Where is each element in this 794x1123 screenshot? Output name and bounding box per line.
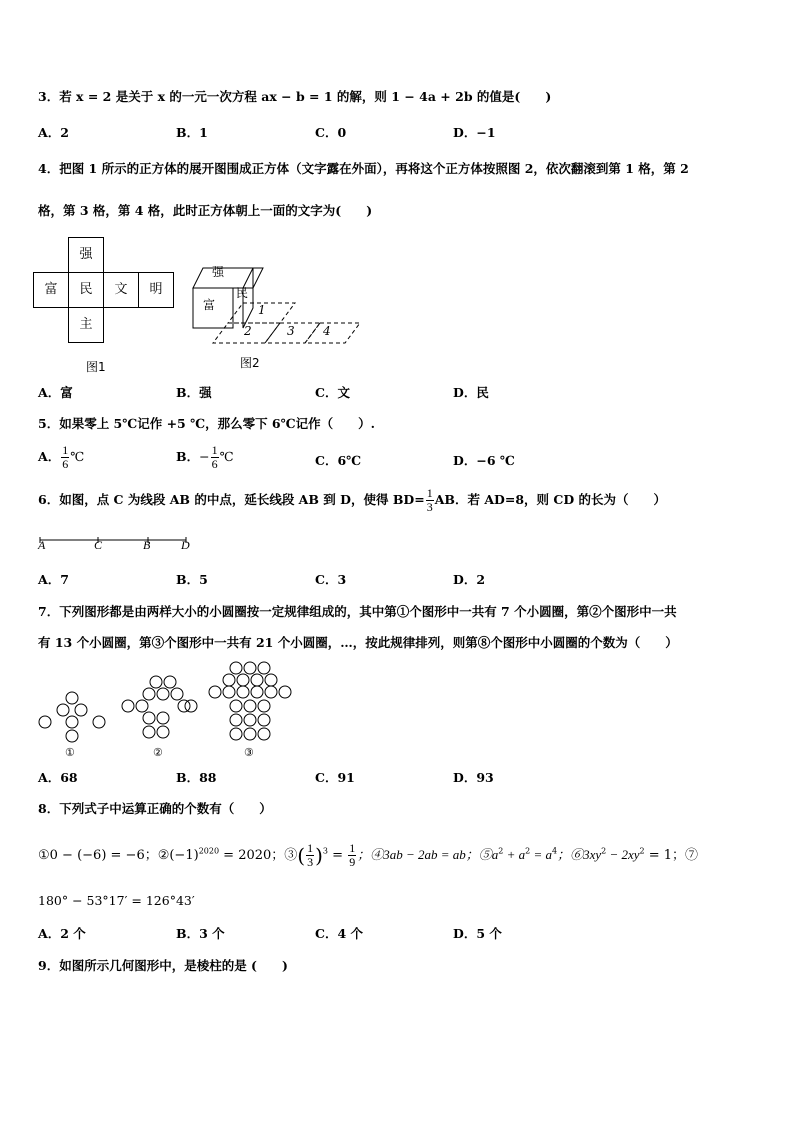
q5-a-denominator: 6	[62, 457, 69, 471]
net-cell-center: 民	[68, 272, 104, 308]
q8-expr-4: ；④3ab − 2ab = ab；⑤a	[357, 847, 499, 862]
fig3-circle	[237, 686, 249, 698]
fig3-circle	[251, 686, 263, 698]
figure1-caption: 图1	[86, 360, 106, 374]
q6-frac-den: 3	[426, 500, 433, 514]
cube-side-label: 民	[236, 286, 249, 300]
q6-frac-num: 1	[426, 486, 433, 500]
fig3-circle	[244, 662, 256, 674]
q8-expr-1: ①0 − (−6) = −6；②(−1)	[38, 848, 199, 863]
q8-third-den: 3	[307, 855, 314, 869]
fig2-circle	[164, 676, 176, 688]
fig1-circle	[66, 730, 78, 742]
q8-exp-2020: 2020	[198, 846, 220, 856]
q4-option-a: A．富	[38, 385, 73, 400]
fig1-circle	[93, 716, 105, 728]
fig3-circle	[230, 662, 242, 674]
q8-ninth-fraction	[348, 842, 356, 869]
q3-option-d: D．−1	[453, 125, 496, 140]
q9-stem: 9．如图所示几何图形中，是棱柱的是 ( )	[38, 958, 288, 973]
q5-b-unit: ℃	[219, 449, 234, 464]
point-d-label: D	[181, 538, 190, 552]
fig3-circle	[258, 714, 270, 726]
q6-option-a: A．7	[38, 572, 69, 587]
fig2-circle	[122, 700, 134, 712]
q8-option-a: A．2 个	[38, 926, 86, 941]
fig1-circle	[66, 692, 78, 704]
grid-number-2: 2	[244, 324, 252, 338]
q8-expr-8: − 2xy	[606, 847, 640, 862]
q5-option-a	[38, 444, 84, 471]
q8-stem: 8．下列式子中运算正确的个数有（ ）	[38, 801, 272, 816]
q5-option-b	[176, 444, 234, 471]
fig2-circle	[157, 688, 169, 700]
fig2-circle	[157, 726, 169, 738]
cube-top-label: 强	[212, 265, 225, 279]
net-cell-bottom: 主	[68, 307, 104, 343]
q6-option-d: D．2	[453, 572, 486, 587]
point-a-label: A	[38, 538, 46, 552]
q8-exp-y2: 2	[639, 846, 645, 856]
grid-number-4: 4	[323, 324, 331, 338]
q4-stem-line2: 格，第 3 格，第 4 格，此时正方体朝上一面的文字为( )	[38, 203, 373, 218]
q4-option-b: B．强	[176, 385, 212, 400]
figure-label-1: ①	[65, 746, 75, 759]
net-cell-right2: 明	[138, 272, 174, 308]
q3-option-c: C．0	[315, 125, 347, 140]
grid-number-3: 3	[287, 324, 295, 338]
fig2-circle	[171, 688, 183, 700]
q8-expr-7: ；⑥3xy	[557, 847, 602, 862]
q8-ninth-den: 9	[349, 855, 356, 869]
q6-fraction	[426, 487, 434, 514]
q8-exp-a3: 4	[551, 846, 558, 856]
fig2-circle	[157, 712, 169, 724]
fig3-circle	[230, 700, 242, 712]
q8-expr-5: + a	[503, 847, 526, 862]
q8-expr-6: = a	[530, 847, 552, 862]
fig3-circle	[223, 686, 235, 698]
fig2-circle	[143, 688, 155, 700]
q5-a-unit: ℃	[70, 449, 85, 464]
fig2-circle	[143, 726, 155, 738]
q8-exp-a2: 2	[525, 846, 531, 856]
q4-option-c: C．文	[315, 385, 350, 400]
q5-a-fraction	[61, 444, 69, 471]
q8-option-c: C．4 个	[315, 926, 363, 941]
fig3-circle	[244, 714, 256, 726]
cube-front-label: 富	[203, 298, 216, 312]
q8-expr-2: = 2020；③	[219, 848, 298, 863]
fig3-circle	[223, 674, 235, 686]
fig1-circle	[39, 716, 51, 728]
q6-option-c: C．3	[315, 572, 347, 587]
q7-option-c: C．91	[315, 770, 355, 785]
grid-number-1: 1	[258, 303, 266, 317]
q3-stem: 3．若 x = 2 是关于 x 的一元一次方程 ax − b = 1 的解，则 1 − 4a + 2b 的值是( )	[38, 89, 552, 104]
q8-expr-9: = 1；⑦	[644, 848, 699, 863]
q3-option-a: A．2	[38, 125, 69, 140]
fig3-circle	[230, 728, 242, 740]
q6-stem	[38, 487, 666, 514]
fig2-circle	[185, 700, 197, 712]
q5-b-denominator: 6	[211, 457, 218, 471]
q5-a-numerator: 1	[62, 443, 69, 457]
fig2-circle	[150, 676, 162, 688]
q6-text-after: AB．若 AD=8，则 CD 的长为（ ）	[434, 492, 667, 507]
q7-option-b: B．88	[176, 770, 217, 785]
fig3-circle	[209, 686, 221, 698]
q7-stem-line1: 7．下列图形都是由两样大小的小圆圈按一定规律组成的，其中第①个图形中一共有 7 个小圆圈，第②个图形中一共	[38, 604, 677, 619]
fig3-circle	[230, 714, 242, 726]
fig1-circle	[57, 704, 69, 716]
fig3-circle	[258, 728, 270, 740]
q7-option-d: D．93	[453, 770, 494, 785]
q8-expressions-line2: 180° − 53°17′ = 126°43′	[38, 893, 195, 908]
fig2-circle	[136, 700, 148, 712]
fig3-circle	[258, 700, 270, 712]
q4-option-d: D．民	[453, 385, 489, 400]
q8-expr-eq: =	[328, 848, 348, 863]
q8-third-num: 1	[307, 841, 314, 855]
net-cell-left: 富	[33, 272, 69, 308]
point-b-label: B	[143, 538, 151, 552]
q8-third-fraction	[306, 842, 314, 869]
q7-stem-line2: 有 13 个小圆圈，第③个图形中一共有 21 个小圆圈，…，按此规律排列，则第⑧个图形中小圆圈的个数为（ ）	[38, 635, 678, 650]
fig3-circle	[265, 686, 277, 698]
q8-option-d: D．5 个	[453, 926, 502, 941]
fig3-circle	[258, 662, 270, 674]
q5-b-label: B．	[176, 449, 200, 464]
q5-stem: 5．如果零上 5℃记作 +5 ℃，那么零下 6℃记作（ ）.	[38, 416, 375, 431]
q5-b-sign: −	[199, 449, 210, 464]
q7-circle-figures	[36, 660, 296, 762]
q6-segment-figure	[36, 530, 201, 558]
q8-exp-y1: 2	[601, 846, 607, 856]
q8-option-b: B．3 个	[176, 926, 225, 941]
q8-exp-a1: 2	[498, 846, 504, 856]
q4-stem-line1: 4．把图 1 所示的正方体的展开图围成正方体（文字露在外面），再将这个正方体按照图 2，依次翻滚到第 1 格，第 2	[38, 161, 689, 176]
figure-label-2: ②	[153, 746, 163, 759]
q8-exp-3: 3	[322, 846, 329, 856]
q6-option-b: B．5	[176, 572, 208, 587]
q7-option-a: A．68	[38, 770, 78, 785]
point-c-label: C	[94, 538, 103, 552]
grid-cell-4	[305, 323, 360, 343]
q8-ninth-num: 1	[349, 841, 356, 855]
q8-expressions-line1: ①0 − (−6) = −6；$②(-1)^{2020} = 2020$；③( $\frac{1}{3}$ )$^3$ = $\frac{1}{9}$ ；④3ab − 2ab = ab；$⑤a^2 + a^2 = a^4$；$⑥3xy^2 - 2xy^2 = 1$；⑦	[38, 841, 699, 869]
q6-text-before: 6．如图，点 C 为线段 AB 的中点，延长线段 AB 到 D，使得 BD=	[38, 492, 425, 507]
fig1-circle	[75, 704, 87, 716]
fig2-circle	[143, 712, 155, 724]
q5-option-c: C．6℃	[315, 453, 362, 468]
q3-option-b: B．1	[176, 125, 208, 140]
figure-label-3: ③	[244, 746, 254, 759]
fig1-circle	[66, 716, 78, 728]
q5-option-d: D．−6 ℃	[453, 453, 515, 468]
net-cell-right1: 文	[103, 272, 139, 308]
fig3-circle	[244, 700, 256, 712]
fig3-circle	[251, 674, 263, 686]
q5-b-fraction	[211, 444, 219, 471]
fig3-circle	[244, 728, 256, 740]
fig3-circle	[237, 674, 249, 686]
fig3-circle	[265, 674, 277, 686]
figure2-caption: 图2	[240, 356, 260, 370]
fig3-circle	[279, 686, 291, 698]
net-cell-top: 强	[68, 237, 104, 273]
q5-b-numerator: 1	[211, 443, 218, 457]
fig2-circle	[178, 700, 190, 712]
q5-a-label: A．	[38, 449, 61, 464]
